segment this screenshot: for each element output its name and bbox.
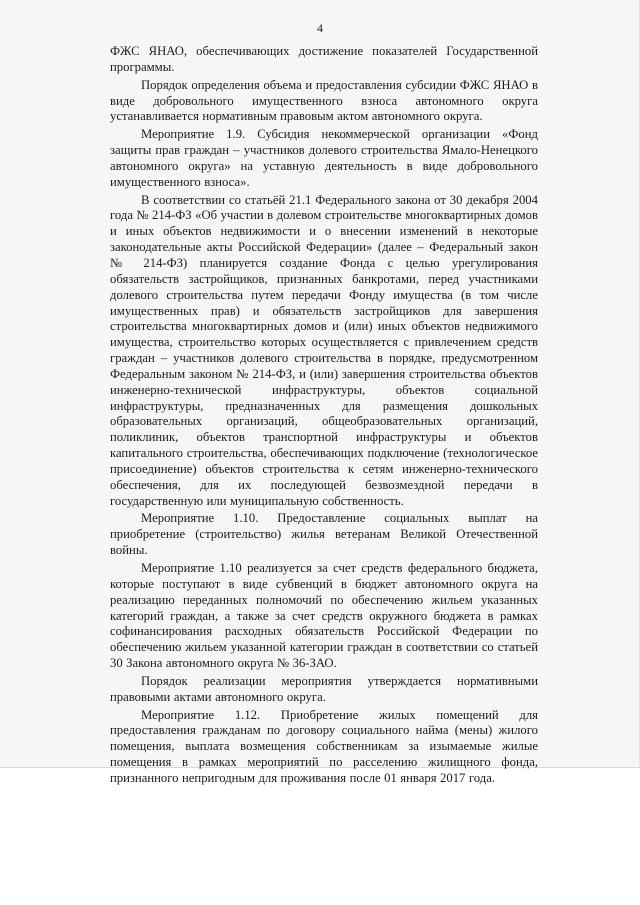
paragraph-measure-1-9: Мероприятие 1.9. Субсидия некоммерческой организации «Фонд защиты прав граждан – участников долевого строительства Ямало-Ненецкого автономного округа» на уставную деятельность в виде добровольного имущественного взноса». [110, 127, 538, 189]
page-number: 4 [317, 21, 323, 35]
paragraph-subsidy-procedure: Порядок определения объема и предоставления субсидии ФЖС ЯНАО в виде добровольного имущественного взноса автономного округа устанавливается нормативным правовым актом автономного округа. [110, 77, 538, 124]
document-body [110, 44, 538, 787]
paragraph-measure-1-12: Мероприятие 1.12. Приобретение жилых помещений для предоставления гражданам по договору социального найма (мены) жилого помещения, выплата возмещения собственникам за изымаемые жилые помещения в рамках мероприятий по расселению жилищного фонда, признанного непригодным для проживания после 01 января 2017 года. [110, 707, 538, 785]
paragraph-measure-1-10-funding: Мероприятие 1.10 реализуется за счет средств федерального бюджета, которые поступают в виде субвенций в бюджет автономного округа на реализацию переданных полномочий по обеспечению жильем указанных категорий граждан, а также за счет средств окружного бюджета в рамках софинансирования расходных обязательств Российской Федерации по обеспечению жильем указанной категории граждан в соответствии со статьей 30 Закона автономного округа № 36-ЗАО. [110, 561, 538, 671]
paragraph-federal-law-214: В соответствии со статьёй 21.1 Федерального закона от 30 декабря 2004 года № 214-ФЗ «Об участии в долевом строительстве многоквартирных домов и иных объектов недвижимости и о внесении изменений в некоторые законодательные акты Российской Федерации» (далее – Федеральный закон № 214-ФЗ) планируется создание Фонда с целью урегулирования обязательств застройщиков, признанных банкротами, перед участниками долевого строительства путем передачи Фонду имущества (в том числе имущественных прав) и обязательств застройщиков для завершения строительства многоквартирных домов и (или) иных объектов недвижимого имущества, строительство которых осуществляется с привлечением средств граждан – участников долевого строительства в порядке, предусмотренном Федеральным законом № 214-ФЗ, и (или) завершения строительства объектов инженерно-технической инфраструктуры, объектов социальной инфраструктуры, предназначенных для размещения дошкольных образовательных организаций, общеобразовательных организаций, поликлиник, объектов транспортной инфраструктуры и объектов капитального строительства, обеспечивающих подключение (технологическое присоединение) объектов строительства к сетям инженерно-технического обеспечения, для их последующей безвозмездной передачи в государственную или муниципальную собственность. [110, 192, 538, 508]
paragraph-program-indicators: ФЖС ЯНАО, обеспечивающих достижение показателей Государственной программы. [110, 44, 538, 74]
paragraph-measure-1-10: Мероприятие 1.10. Предоставление социальных выплат на приобретение (строительство) жилья ветеранам Великой Отечественной войны. [110, 511, 538, 558]
paragraph-implementation-procedure: Порядок реализации мероприятия утверждается нормативными правовыми актами автономного округа. [110, 673, 538, 704]
